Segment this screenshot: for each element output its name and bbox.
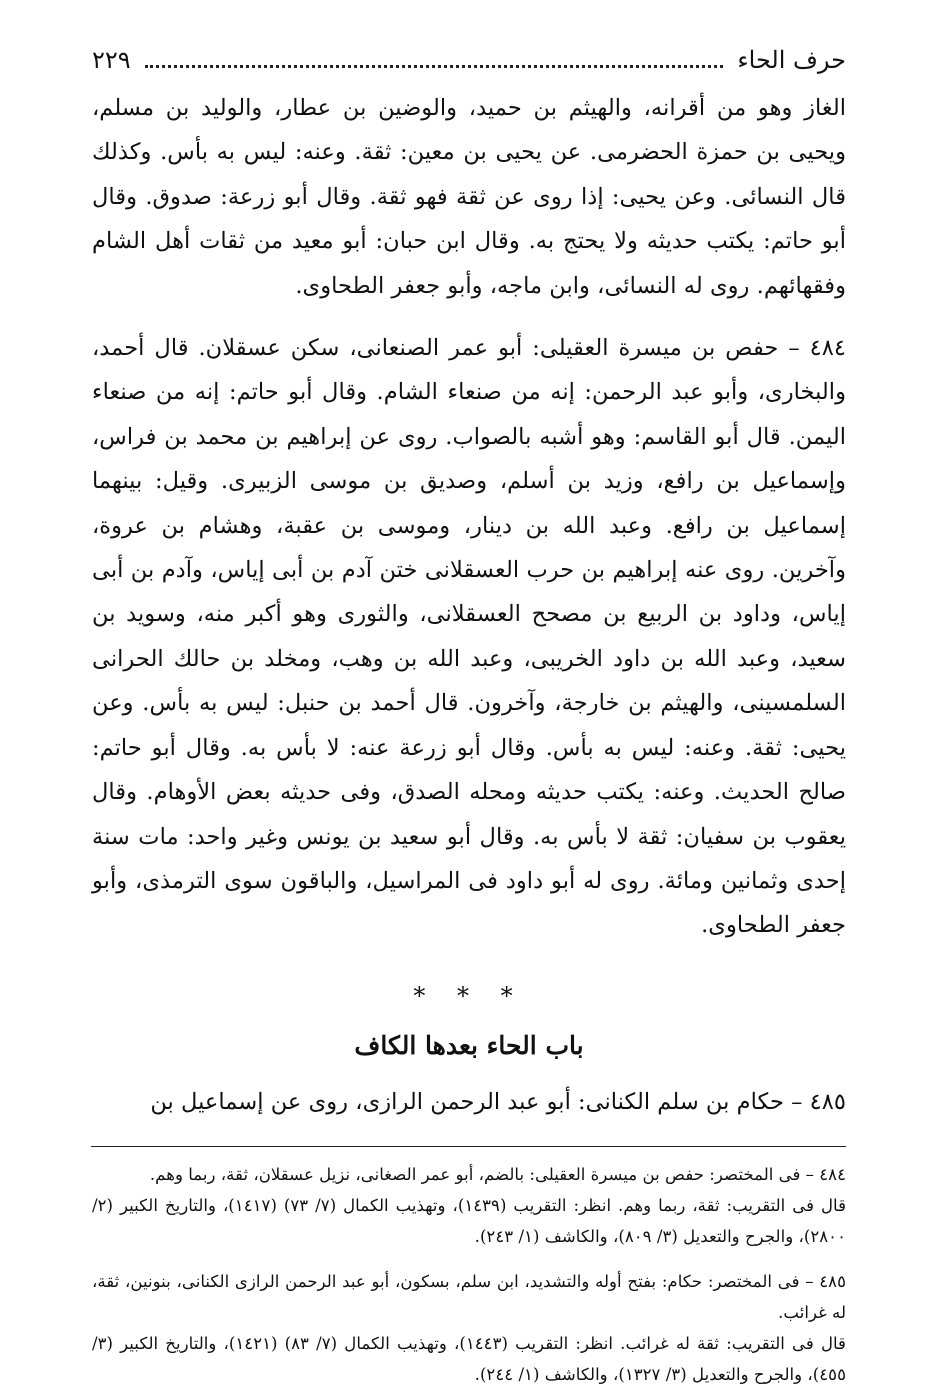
footnote-485-summary: ٤٨٥ – فى المختصر: حكام: بفتح أوله والتشديد، ابن سلم، بسكون، أبو عبد الرحمن الرازى الكنانى، بنونين، ثقة، له غرائب. — [92, 1272, 846, 1323]
chapter-heading: باب الحاء بعدها الكاف — [354, 1030, 584, 1060]
footnotes — [92, 1159, 846, 1390]
page-number: ٢٢٩ — [92, 46, 131, 74]
entry-continuation: الغاز وهو من أقرانه، والهيثم بن حميد، والوضين بن عطار، والوليد بن مسلم، ويحيى بن حمزة الحضرمى. عن يحيى بن معين: ثقة. وعنه: ليس به بأس. وكذلك قال النسائى. وعن يحيى: إذا روى عن ثقة فهو ثقة. وقال أبو زرعة: صدوق. وقال أبو حاتم: يكتب حديثه ولا يحتج به. وقال ابن حبان: أبو معيد من ثقات أهل الشام وفقهائهم. روى له النسائى، وابن ماجه، وأبو جعفر الطحاوى. — [92, 95, 846, 299]
dot-leaders — [145, 65, 724, 68]
entry-485: ٤٨٥ – حكام بن سلم الكنانى: أبو عبد الرحمن الرازى، روى عن إسماعيل بن — [150, 1088, 846, 1115]
entry-484: ٤٨٤ – حفص بن ميسرة العقيلى: أبو عمر الصنعانى، سكن عسقلان. قال أحمد، والبخارى، وأبو عبد الرحمن: إنه من صنعاء الشام. وقال أبو حاتم: إنه من صنعاء اليمن. قال أبو القاسم: وهو أشبه بالصواب. روى عن إبراهيم بن محمد بن فراس، وإسماعيل بن رافع، وزيد بن أسلم، وصديق بن موسى الزبيرى. وقيل: بينهما إسماعيل بن رافع. وعبد الله بن دينار، وموسى بن عقبة، وهشام بن عروة، وآخرين. روى عنه إبراهيم بن حرب العسقلانى ختن آدم بن أبى إياس، وآدم بن أبى إياس، وداود بن الربيع بن مصحح العسقلانى، والثورى وهو أكبر منه، وسويد بن سعيد، وعبد الله بن داود الخريبى، وعبد الله بن وهب، ومخلد بن حالك الحرانى السلمسينى، والهيثم بن خارجة، وآخرون. قال أحمد بن حنبل: ليس به بأس. وعن يحيى: ثقة. وعنه: ليس به بأس. وقال أبو زرعة عنه: لا بأس به. وقال أبو حاتم: صالح الحديث. وعنه: يكتب حديثه ومحله الصدق، وفى حديثه بعض الأوهام. وقال يعقوب بن سفيان: ثقة لا بأس به. وقال أبو سعيد بن يونس وغير واحد: مات سنة إحدى وثمانين ومائة. روى له أبو داود فى المراسيل، والباقون سوى الترمذى، وأبو جعفر الطحاوى. — [92, 335, 846, 939]
running-header — [92, 38, 846, 82]
footnote-rule — [91, 1146, 846, 1147]
section-separator: * * * — [413, 981, 525, 1010]
header-title: حرف الحاء — [737, 46, 846, 74]
main-text-continued — [92, 1080, 846, 1124]
footnote-484-sources: قال فى التقريب: ثقة، ربما وهم. انظر: التقريب (١٤٣٩)، وتهذيب الكمال (٧/ ٧٣) (١٤١٧)، والتاريخ الكبير (٢/ ٢٨٠٠)، والجرح والتعديل (٣/ ٨٠٩)، والكاشف (١/ ٢٤٣). — [92, 1196, 847, 1247]
main-text — [92, 86, 846, 948]
footnote-484-summary: ٤٨٤ – فى المختصر: حفص بن ميسرة العقيلى: بالضم، أبو عمر الصغانى، نزيل عسقلان، ثقة، ربما وهم. — [149, 1165, 846, 1185]
footnote-485-sources: قال فى التقريب: ثقة له غرائب. انظر: التقريب (١٤٤٣)، وتهذيب الكمال (٧/ ٨٣) (١٤٢١)، والتاريخ الكبير (٣/ ٤٥٥)، والجرح والتعديل (٣/ ١٣٢٧)، والكاشف (١/ ٢٤٤). — [92, 1334, 846, 1385]
